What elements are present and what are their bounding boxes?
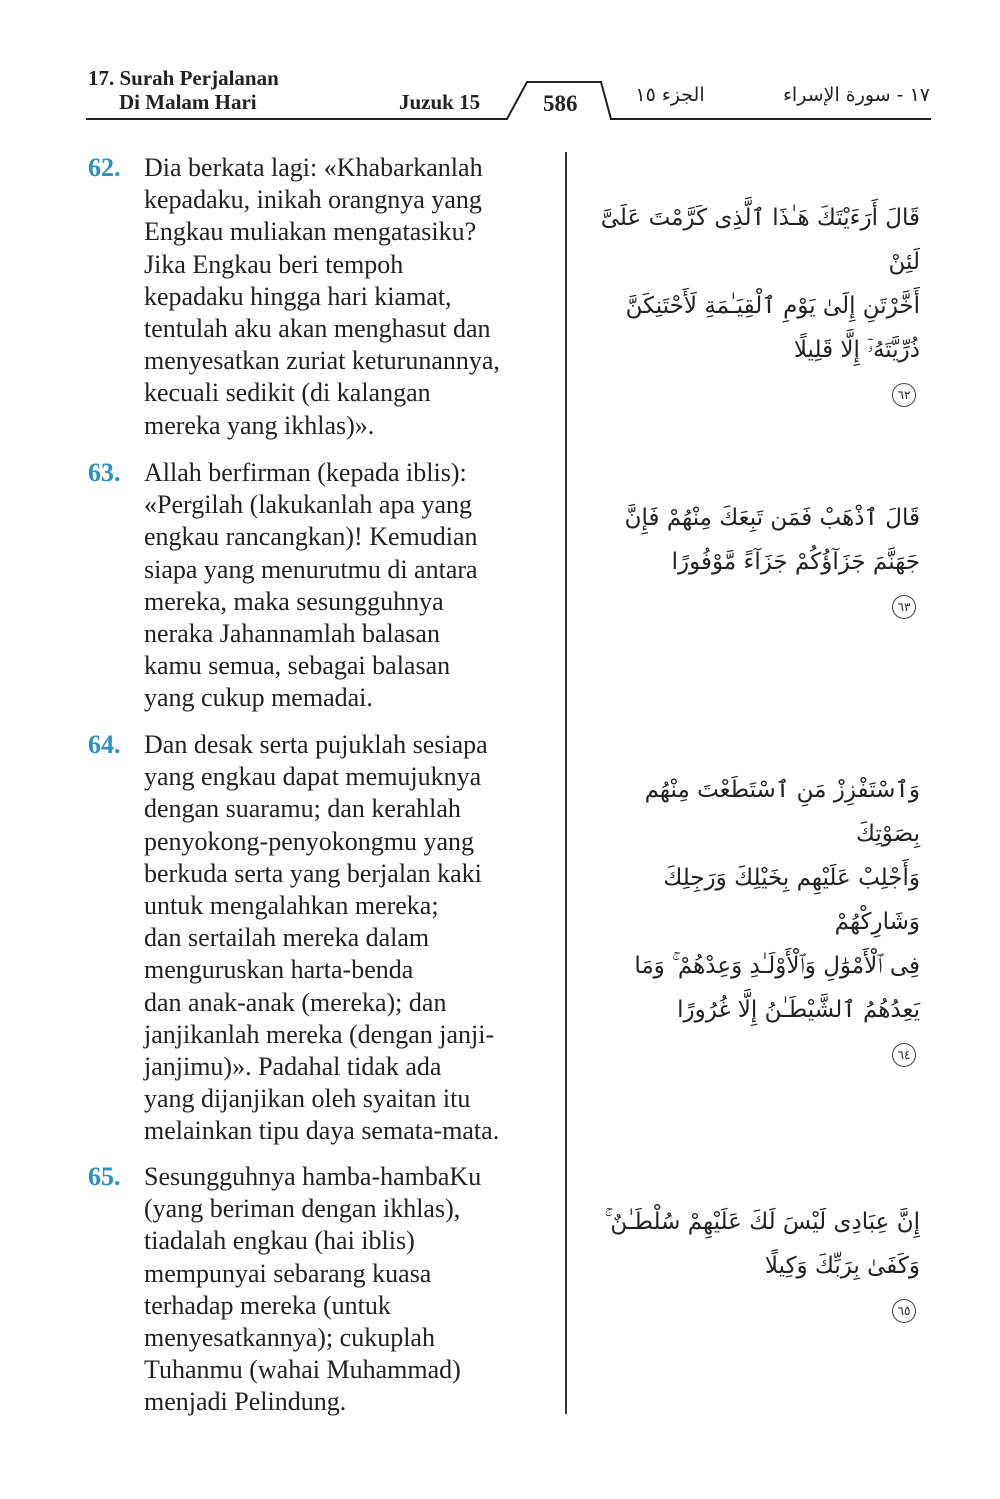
verse-number: 65. bbox=[88, 1162, 121, 1191]
ayah-marker-icon: ٦٢ bbox=[892, 383, 916, 407]
page-number: 586 bbox=[543, 91, 578, 116]
arabic-verse-text: قَالَ ٱذْهَبْ فَمَن تَبِعَكَ مِنْهُمْ فَإِنَّ جَهَنَّمَ جَزَآؤُكُمْ جَزَآءً مَّوْفُورًا bbox=[624, 505, 920, 575]
verse-translation: Dan desak serta pujuklah sesiapa yang engkau dapat memujuknya dengan suaramu; dan kerahlah penyokong-penyokongmu yang berkuda serta yang berjalan kaki untuk mengalahkan mereka; dan sertailah mereka dalam menguruskan harta-benda dan anak-anak (mereka); dan janjikanlah mereka (dengan janji- janjimu)». Padahal tidak ada yang dijanjikan oleh syaitan itu melainkan tipu daya semata-mata. bbox=[144, 730, 500, 1146]
ayah-marker-icon: ٦٤ bbox=[892, 1043, 916, 1067]
header-rule bbox=[0, 0, 1000, 130]
ayah-marker-icon: ٦٥ bbox=[892, 1299, 916, 1323]
arabic-verse-text: إِنَّ عِبَادِى لَيْسَ لَكَ عَلَيْهِمْ سُلْطَـٰنٌ ۚ وَكَفَىٰ بِرَبِّكَ وَكِيلًا bbox=[604, 1209, 920, 1279]
arabic-verse-62 bbox=[590, 152, 920, 416]
verse-number: 63. bbox=[88, 458, 121, 487]
verse-translation: Sesungguhnya hamba-hambaKu (yang beriman dengan ikhlas), tiadalah engkau (hai iblis) mempunyai sebarang kuasa terhadap mereka (untuk menyesatkannya); cukuplah Tuhanmu (wahai Muhammad) menjadi Pelindung. bbox=[144, 1162, 482, 1417]
header-surah-title-line1: 17. Surah Perjalanan bbox=[88, 66, 279, 90]
arabic-verse-text: قَالَ أَرَءَيْتَكَ هَـٰذَا ٱلَّذِى كَرَّمْتَ عَلَىَّ لَئِنْ أَخَّرْتَنِ إِلَىٰ يَوْمِ ٱلْقِيَـٰمَةِ لَأَحْتَنِكَنَّ ذُرِّيَّتَهُۥٓ إِلَّا قَلِيلًا bbox=[600, 205, 920, 363]
arabic-verse-text: وَٱسْتَفْزِزْ مَنِ ٱسْتَطَعْتَ مِنْهُم بِصَوْتِكَ وَأَجْلِبْ عَلَيْهِم بِخَيْلِكَ وَرَجِلِكَ وَشَارِكْهُمْ فِى ٱلْأَمْوَٰلِ وَٱلْأَوْلَـٰدِ وَعِدْهُمْ ۚ وَمَا يَعِدُهُمُ ٱلشَّيْطَـٰنُ إِلَّا غُرُورًا bbox=[634, 777, 920, 1023]
header-surah-title-line2: Di Malam Hari bbox=[119, 90, 257, 114]
verse-translation: Dia berkata lagi: «Khabarkanlah kepadaku, inikah orangnya yang Engkau muliakan mengatasiku? Jika Engkau beri tempoh kepadaku hingga hari kiamat, tentulah aku akan menghasut dan menyesatkan zuriat keturunannya, kecuali sedikit (di kalangan mereka yang ikhlas)». bbox=[144, 153, 500, 440]
header-arabic-juz: الجزء ١٥ bbox=[635, 84, 705, 106]
verse-number: 62. bbox=[88, 153, 121, 182]
header-arabic-surah: ١٧ - سورة الإسراء bbox=[783, 84, 930, 106]
arabic-verse-64 bbox=[590, 724, 920, 1076]
column-divider bbox=[565, 152, 567, 1414]
verse-number: 64. bbox=[88, 730, 121, 759]
verse-translation: Allah berfirman (kepada iblis): «Pergilah (lakukanlah apa yang engkau rancangkan)! Kemudian siapa yang menurutmu di antara mereka, maka sesungguhnya neraka Jahannamlah balasan kamu semua, sebagai balasan yang cukup memadai. bbox=[144, 458, 478, 713]
arabic-verse-65 bbox=[590, 1156, 920, 1332]
arabic-verse-63 bbox=[590, 452, 920, 628]
ayah-marker-icon: ٦٣ bbox=[892, 595, 916, 619]
header-juzuk: Juzuk 15 bbox=[399, 90, 481, 114]
